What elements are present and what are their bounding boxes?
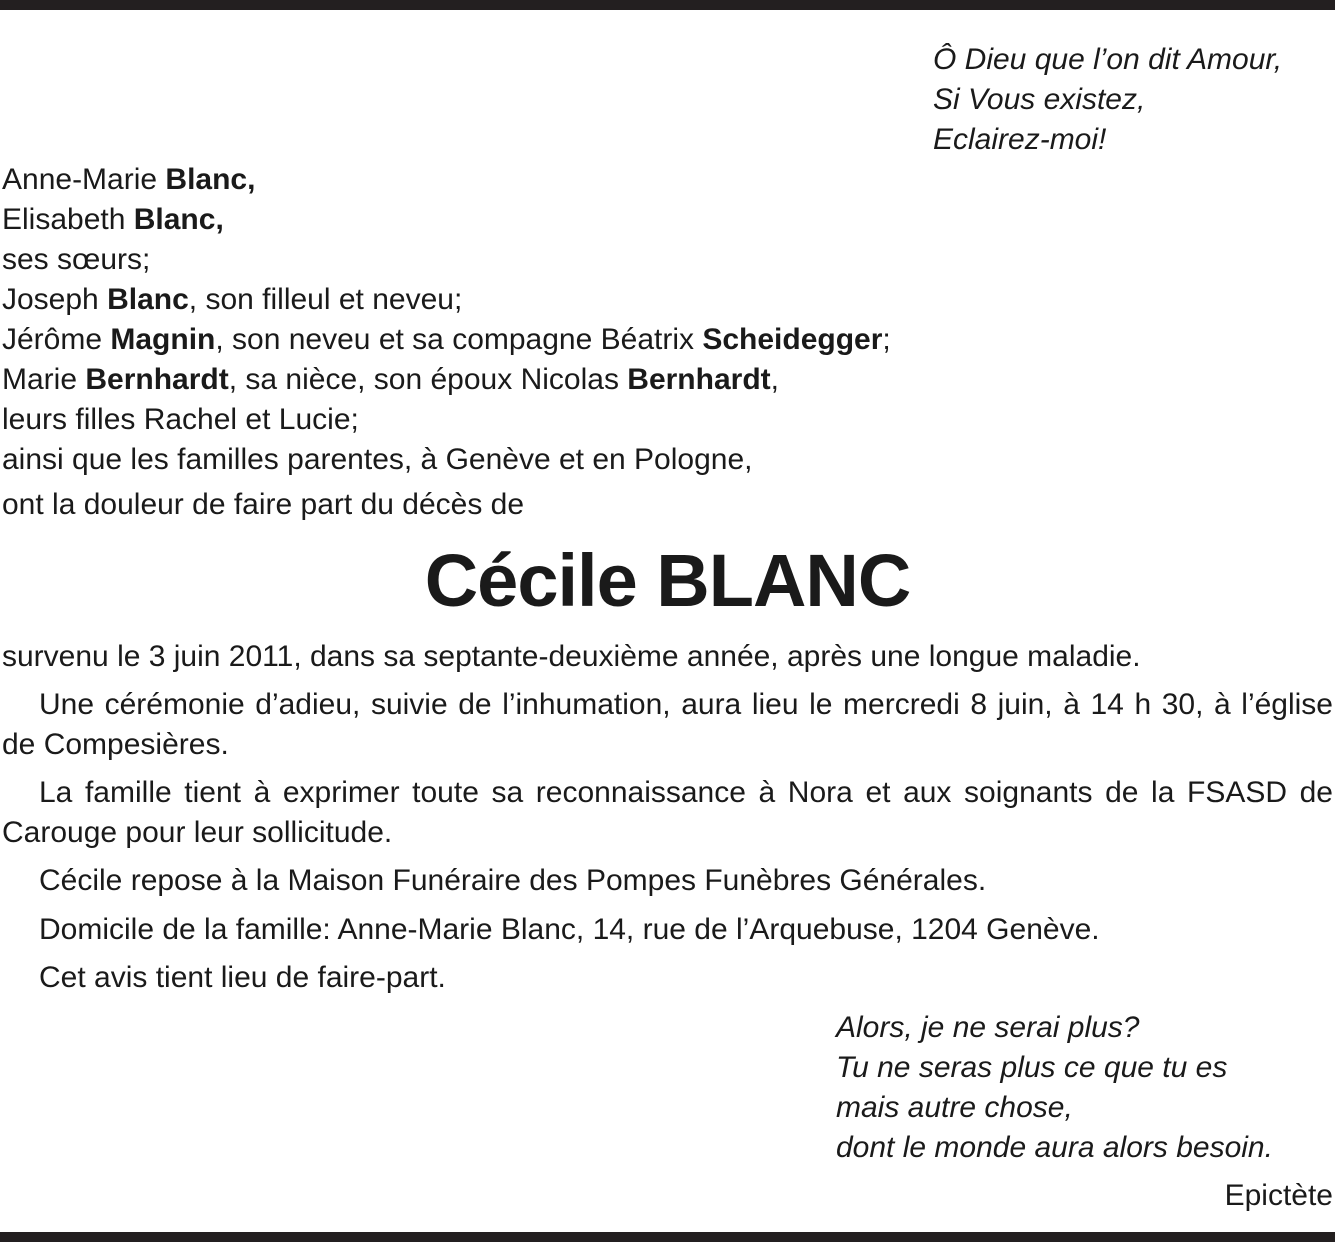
surname: Scheidegger	[702, 323, 883, 356]
announce-text: ont la douleur de faire part du décès de	[2, 488, 525, 521]
attribution: Epictète	[1224, 1179, 1333, 1212]
bottom-poem	[836, 1008, 1273, 1168]
paragraph: Cet avis tient lieu de faire-part.	[39, 961, 446, 994]
paragraph: La famille tient à exprimer toute sa reconnaissance à Nora et aux soignants de la FSASD de Carouge pour leur sollicitude.	[2, 776, 1333, 849]
surname: Blanc,	[165, 163, 256, 196]
poem-line: Tu ne seras plus ce que tu es	[836, 1051, 1228, 1084]
poem-line: Alors, je ne serai plus?	[836, 1011, 1140, 1044]
text: , son filleul et neveu;	[188, 283, 463, 316]
surname: Bernhardt	[85, 363, 229, 396]
poem-line: Si Vous existez,	[933, 83, 1146, 116]
paragraph: Une cérémonie d’adieu, suivie de l’inhumation, aura lieu le mercredi 8 juin, à 14 h 30, à l’église de Compesières.	[2, 688, 1333, 761]
bottom-border	[0, 1232, 1335, 1242]
surname: Magnin	[110, 323, 216, 356]
family-line	[2, 320, 891, 360]
poem-line: mais autre chose,	[836, 1091, 1073, 1124]
surname: Bernhardt	[627, 363, 771, 396]
top-border	[0, 0, 1335, 10]
surname: Blanc,	[133, 203, 224, 236]
text: ;	[882, 323, 891, 356]
top-poem	[933, 40, 1282, 160]
deceased-name: Cécile BLANC	[424, 539, 911, 622]
text: Elisabeth	[2, 203, 134, 236]
text: Joseph	[2, 283, 108, 316]
family-line	[2, 360, 891, 400]
text: ,	[770, 363, 779, 396]
paragraph: Domicile de la famille: Anne-Marie Blanc, 14, rue de l’Arquebuse, 1204 Genève.	[39, 913, 1100, 946]
family-line	[2, 200, 891, 240]
paragraph: Cécile repose à la Maison Funéraire des Pompes Funèbres Générales.	[39, 864, 987, 897]
poem-line: Eclairez-moi!	[933, 123, 1107, 156]
poem-line: Ô Dieu que l’on dit Amour,	[933, 43, 1283, 76]
family-line: ainsi que les familles parentes, à Genève et en Pologne,	[2, 443, 753, 476]
text: , sa nièce, son époux Nicolas	[228, 363, 628, 396]
surname: Blanc	[107, 283, 189, 316]
text: Jérôme	[2, 323, 111, 356]
family-list	[2, 160, 891, 480]
family-line: ses sœurs;	[2, 243, 151, 276]
family-line	[2, 160, 891, 200]
poem-line: dont le monde aura alors besoin.	[836, 1131, 1273, 1164]
family-line	[2, 280, 891, 320]
paragraph: survenu le 3 juin 2011, dans sa septante-deuxième année, après une longue maladie.	[2, 640, 1141, 673]
text: , son neveu et sa compagne Béatrix	[215, 323, 703, 356]
family-line: leurs filles Rachel et Lucie;	[2, 403, 359, 436]
text: Anne-Marie	[2, 163, 166, 196]
text: Marie	[2, 363, 86, 396]
